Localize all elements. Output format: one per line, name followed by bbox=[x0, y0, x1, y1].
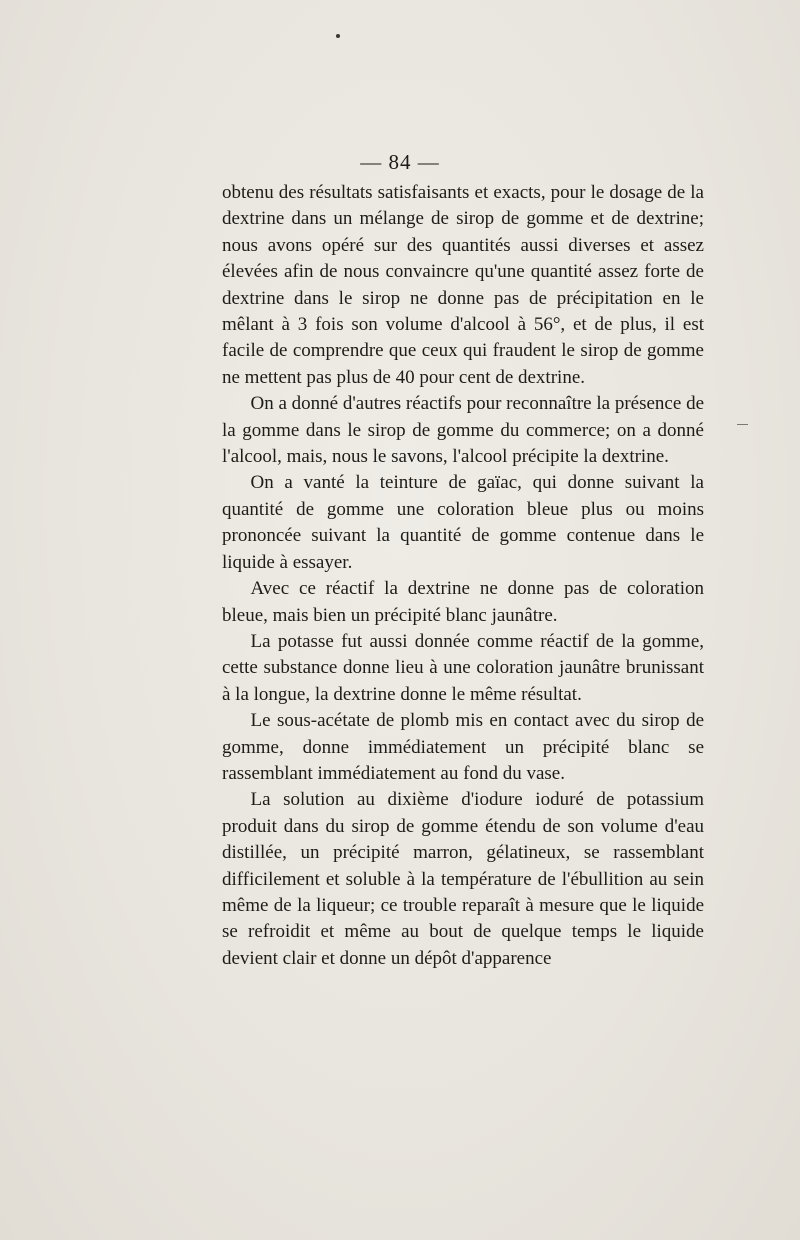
page-number: — 84 — bbox=[360, 150, 440, 174]
margin-mark bbox=[737, 424, 748, 425]
ink-speck bbox=[336, 34, 340, 38]
paragraph: Le sous-acétate de plomb mis en contact avec du sirop de gomme, donne immédiatement un précipité blanc se rassemblant immédiatement au fond du vase. bbox=[222, 710, 704, 784]
paragraph: Avec ce réactif la dextrine ne donne pas de coloration bleue, mais bien un précipité blanc jaunâtre. bbox=[222, 578, 704, 626]
body-text bbox=[222, 180, 704, 972]
paragraph: La potasse fut aussi donnée comme réactif de la gomme, cette substance donne lieu à une coloration jaunâtre brunissant à la longue, la dextrine donne le même résultat. bbox=[222, 630, 704, 705]
paragraph: obtenu des résultats satisfaisants et exacts, pour le dosage de la dextrine dans un mélange de sirop de gomme et de dextrine; nous avons opéré sur des quantités aussi diverses et assez élevées afin de nous convaincre qu'une quantité assez forte de dextrine dans le sirop ne donne pas de précipitation en le mêlant à 3 fois son volume d'alcool à 56°, et de plus, il est facile de comprendre que ceux qui fraudent le sirop de gomme ne mettent pas plus de 40 pour cent de dextrine. bbox=[222, 182, 704, 388]
paragraph: On a vanté la teinture de gaïac, qui donne suivant la quantité de gomme une coloration bleue plus ou moins prononcée suivant la quantité de gomme contenue dans le liquide à essayer. bbox=[222, 472, 704, 573]
paragraph: La solution au dixième d'iodure ioduré de potassium produit dans du sirop de gomme étendu de son volume d'eau distillée, un précipité marron, gélatineux, se rassemblant difficilement et soluble à la température de l'ébullition au sein même de la liqueur; ce trouble reparaît à mesure que le liquide se refroidit et même au bout de quelque temps le liquide devient clair et donne un dépôt d'apparence bbox=[222, 789, 704, 969]
paragraph: On a donné d'autres réactifs pour reconnaître la présence de la gomme dans le sirop de gomme du commerce; on a donné l'alcool, mais, nous le savons, l'alcool précipite la dextrine. bbox=[222, 393, 704, 468]
